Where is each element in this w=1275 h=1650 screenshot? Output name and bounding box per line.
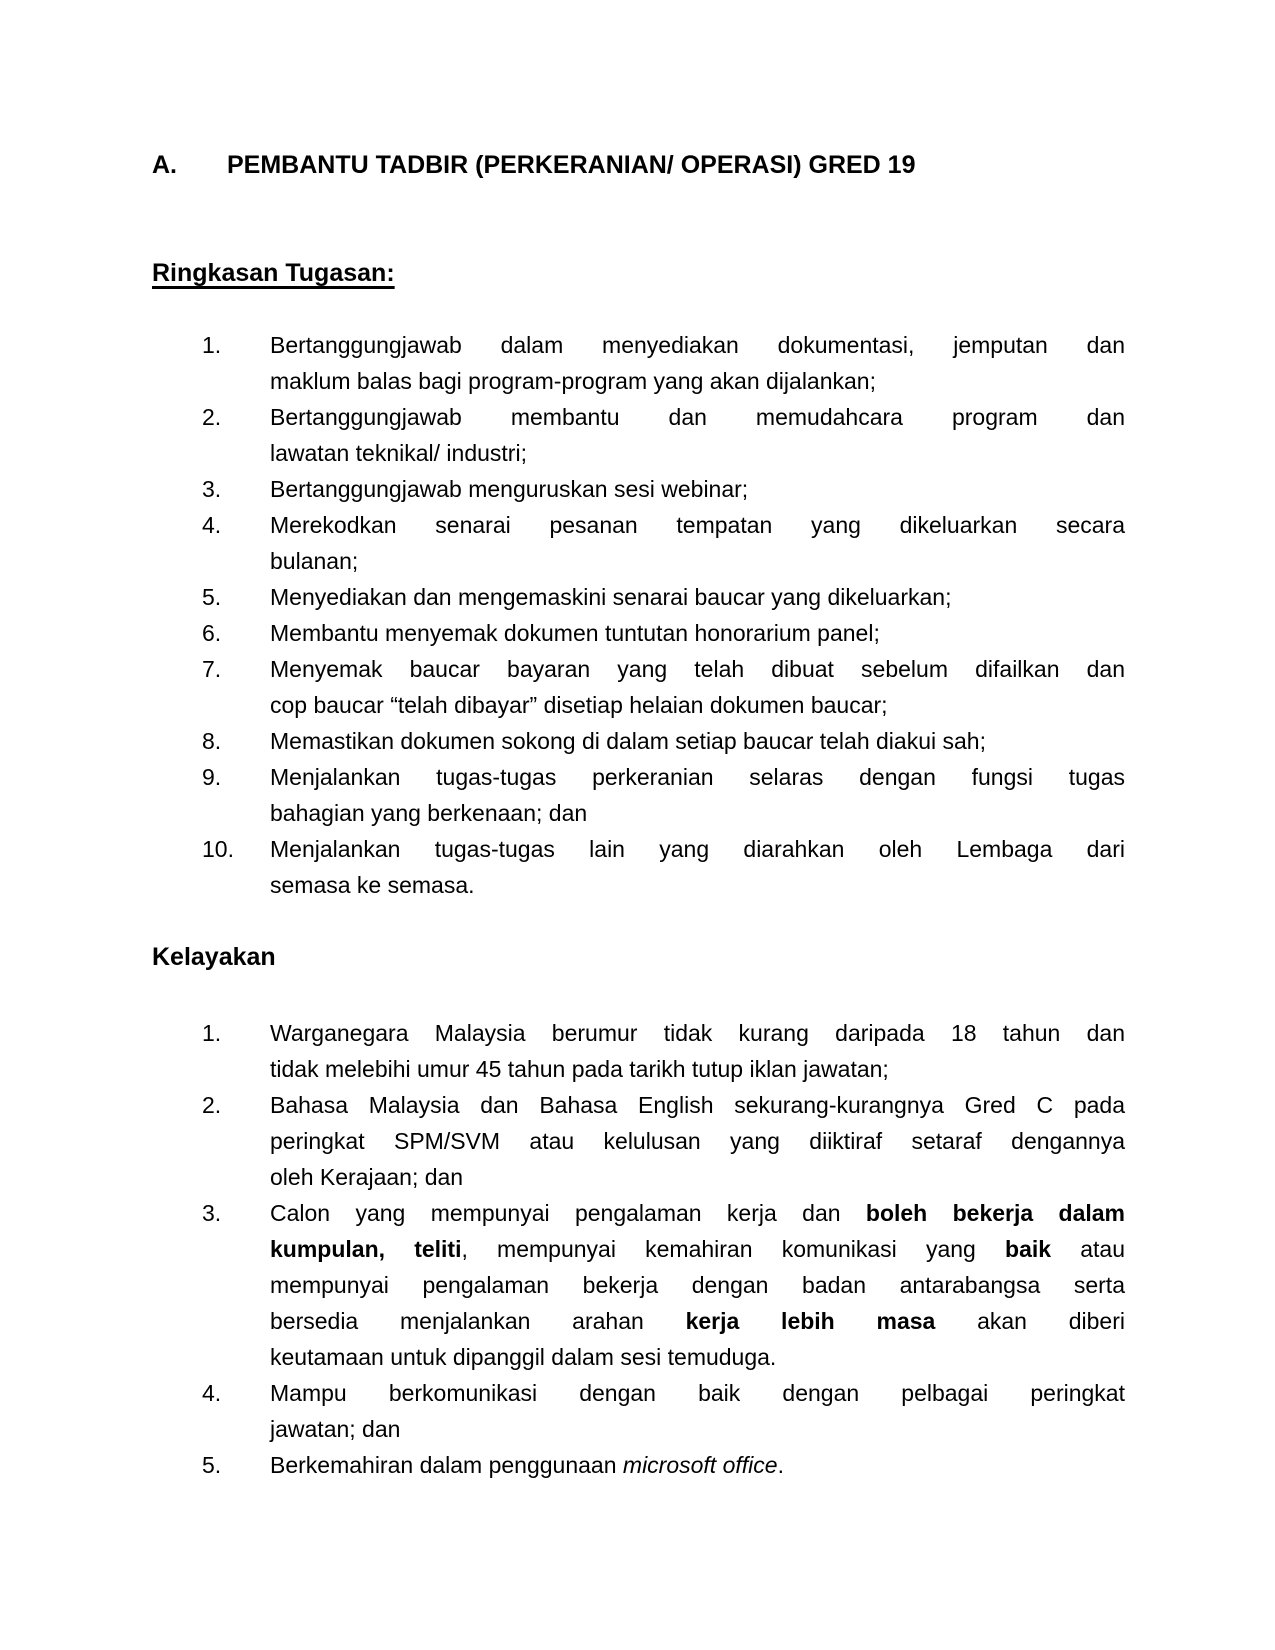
- list-item: [152, 723, 1125, 759]
- list-item: [152, 507, 1125, 579]
- item-number: 5.: [202, 1452, 222, 1478]
- item-line: [270, 867, 1125, 903]
- list-item: [152, 471, 1125, 507]
- item-number: 3.: [202, 1200, 222, 1226]
- list-item: [152, 759, 1125, 831]
- item-number: 1.: [202, 1020, 222, 1046]
- plain-text: Menjalankan tugas-tugas perkeranian selaras dengan fungsi tugas: [270, 764, 1125, 790]
- item-line: [270, 831, 1125, 867]
- plain-text: Menjalankan tugas-tugas lain yang diarahkan oleh Lembaga dari: [270, 836, 1125, 862]
- bold-text: baik: [1005, 1236, 1052, 1262]
- item-line: [270, 723, 1125, 759]
- item-number: 3.: [202, 476, 222, 502]
- plain-text: .: [777, 1452, 784, 1478]
- item-text: [270, 399, 1125, 471]
- list-item: [152, 1015, 1125, 1087]
- section-title-ringkasan-tugasan: Ringkasan Tugasan:: [152, 259, 395, 287]
- item-line: [270, 795, 1125, 831]
- bold-text: boleh bekerja dalam: [865, 1200, 1126, 1226]
- item-number: 4.: [202, 512, 222, 538]
- plain-text: bersedia menjalankan arahan: [270, 1308, 686, 1334]
- item-line: [270, 687, 1125, 723]
- list-item: [152, 327, 1125, 399]
- item-line: [270, 615, 1125, 651]
- plain-text: semasa ke semasa.: [270, 872, 475, 898]
- item-line: [270, 435, 1125, 471]
- item-line: [270, 1015, 1125, 1051]
- item-text: [270, 1447, 1125, 1483]
- list-item: [152, 615, 1125, 651]
- item-text: [270, 1195, 1125, 1375]
- plain-text: mempunyai pengalaman bekerja dengan badan antarabangsa serta: [270, 1272, 1125, 1298]
- plain-text: atau: [1051, 1236, 1125, 1262]
- list-item: [152, 831, 1125, 903]
- list-item: [152, 1447, 1125, 1483]
- item-line: [270, 327, 1125, 363]
- item-text: [270, 1015, 1125, 1087]
- item-text: [270, 759, 1125, 831]
- plain-text: Merekodkan senarai pesanan tempatan yang dikeluarkan secara: [270, 512, 1125, 538]
- item-number: 2.: [202, 404, 222, 430]
- plain-text: Warganegara Malaysia berumur tidak kurang daripada 18 tahun dan: [270, 1020, 1125, 1046]
- qualification-list: [152, 1015, 1125, 1483]
- item-text: [270, 723, 1125, 759]
- item-text: [270, 579, 1125, 615]
- item-line: [270, 1051, 1125, 1087]
- plain-text: Bertanggungjawab dalam menyediakan dokumentasi, jemputan dan: [270, 332, 1125, 358]
- item-text: [270, 1375, 1125, 1447]
- item-line: [270, 759, 1125, 795]
- item-line: [270, 1411, 1125, 1447]
- section-title-kelayakan: Kelayakan: [152, 943, 276, 971]
- doc-heading-label: A.: [152, 151, 177, 179]
- doc-heading: [152, 147, 1125, 183]
- doc-heading-title: PEMBANTU TADBIR (PERKERANIAN/ OPERASI) GRED 19: [227, 151, 916, 179]
- plain-text: lawatan teknikal/ industri;: [270, 440, 527, 466]
- task-list: [152, 327, 1125, 903]
- plain-text: oleh Kerajaan; dan: [270, 1164, 464, 1190]
- plain-text: akan diberi: [935, 1308, 1125, 1334]
- item-line: [270, 651, 1125, 687]
- plain-text: keutamaan untuk dipanggil dalam sesi temuduga.: [270, 1344, 777, 1370]
- list-item: [152, 1375, 1125, 1447]
- item-line: [270, 1447, 1125, 1483]
- plain-text: Bahasa Malaysia dan Bahasa English sekurang-kurangnya Gred C pada: [270, 1092, 1125, 1118]
- plain-text: Memastikan dokumen sokong di dalam setiap baucar telah diakui sah;: [270, 728, 986, 754]
- item-line: [270, 363, 1125, 399]
- plain-text: Bertanggungjawab membantu dan memudahcara program dan: [270, 404, 1125, 430]
- plain-text: jawatan; dan: [270, 1416, 401, 1442]
- item-number: 9.: [202, 764, 222, 790]
- item-number: 4.: [202, 1380, 222, 1406]
- plain-text: bulanan;: [270, 548, 359, 574]
- item-number: 7.: [202, 656, 222, 682]
- item-number: 5.: [202, 584, 222, 610]
- list-item: [152, 579, 1125, 615]
- item-line: [270, 399, 1125, 435]
- list-item: [152, 1087, 1125, 1195]
- list-item: [152, 399, 1125, 471]
- italic-text: microsoft office: [622, 1452, 778, 1478]
- item-line: [270, 1267, 1125, 1303]
- item-text: [270, 651, 1125, 723]
- list-item: [152, 651, 1125, 723]
- list-item: [152, 1195, 1125, 1375]
- plain-text: Mampu berkomunikasi dengan baik dengan pelbagai peringkat: [270, 1380, 1125, 1406]
- item-text: [270, 615, 1125, 651]
- item-number: 8.: [202, 728, 222, 754]
- item-text: [270, 471, 1125, 507]
- plain-text: Bertanggungjawab menguruskan sesi webinar;: [270, 476, 749, 502]
- plain-text: tidak melebihi umur 45 tahun pada tarikh tutup iklan jawatan;: [270, 1056, 889, 1082]
- plain-text: Berkemahiran dalam penggunaan: [270, 1452, 623, 1478]
- item-line: [270, 1339, 1125, 1375]
- plain-text: bahagian yang berkenaan; dan: [270, 800, 588, 826]
- item-text: [270, 327, 1125, 399]
- item-line: [270, 507, 1125, 543]
- plain-text: Menyemak baucar bayaran yang telah dibuat sebelum difailkan dan: [270, 656, 1125, 682]
- item-line: [270, 543, 1125, 579]
- item-text: [270, 507, 1125, 579]
- item-line: [270, 1195, 1125, 1231]
- item-number: 6.: [202, 620, 222, 646]
- bold-text: kerja lebih masa: [685, 1308, 936, 1334]
- item-text: [270, 1087, 1125, 1195]
- plain-text: Membantu menyemak dokumen tuntutan honorarium panel;: [270, 620, 880, 646]
- item-line: [270, 1159, 1125, 1195]
- item-line: [270, 579, 1125, 615]
- item-line: [270, 1087, 1125, 1123]
- plain-text: , mempunyai kemahiran komunikasi yang: [461, 1236, 1006, 1262]
- item-line: [270, 471, 1125, 507]
- plain-text: peringkat SPM/SVM atau kelulusan yang diiktiraf setaraf dengannya: [270, 1128, 1125, 1154]
- plain-text: Calon yang mempunyai pengalaman kerja dan: [270, 1200, 866, 1226]
- bold-text: kumpulan, teliti: [270, 1236, 462, 1262]
- item-text: [270, 831, 1125, 903]
- item-line: [270, 1303, 1125, 1339]
- item-line: [270, 1123, 1125, 1159]
- item-number: 10.: [202, 836, 234, 862]
- item-line: [270, 1375, 1125, 1411]
- plain-text: Menyediakan dan mengemaskini senarai baucar yang dikeluarkan;: [270, 584, 952, 610]
- item-line: [270, 1231, 1125, 1267]
- plain-text: maklum balas bagi program-program yang akan dijalankan;: [270, 368, 876, 394]
- plain-text: cop baucar “telah dibayar” disetiap helaian dokumen baucar;: [270, 692, 888, 718]
- item-number: 2.: [202, 1092, 222, 1118]
- item-number: 1.: [202, 332, 222, 358]
